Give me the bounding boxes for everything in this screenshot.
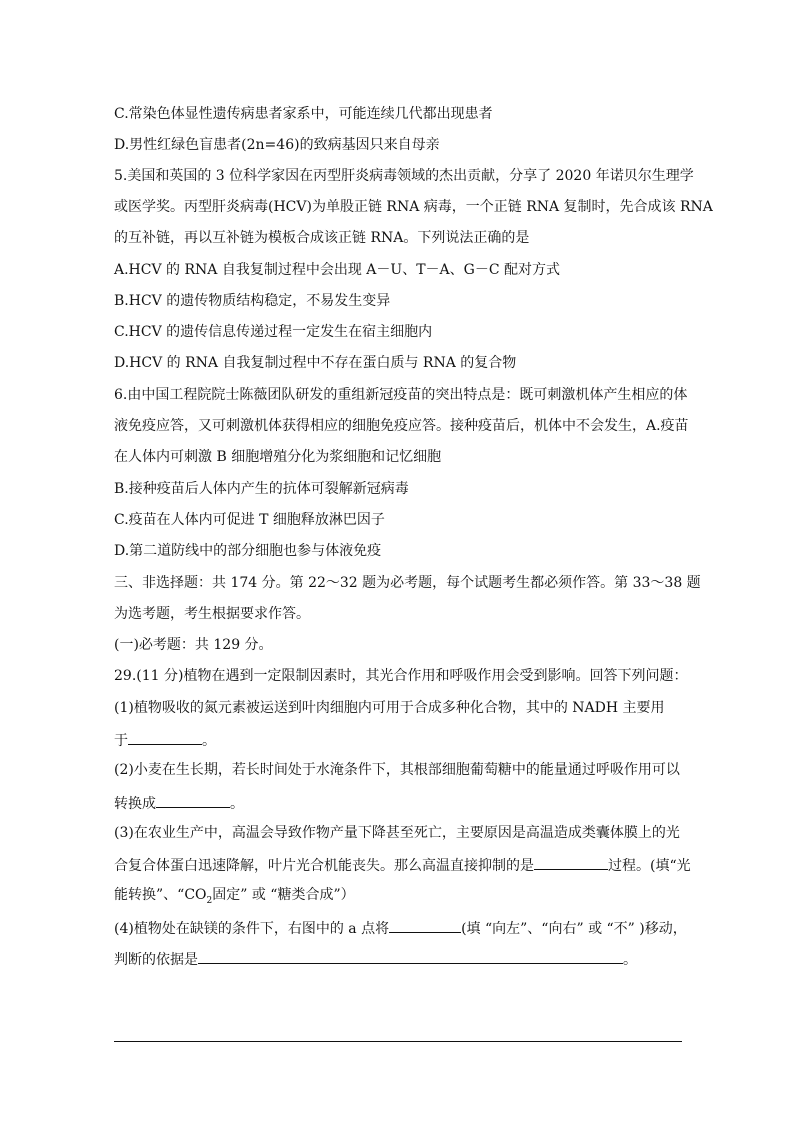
option-d-q6: D.第二道防线中的部分细胞也参与体液免疫 bbox=[114, 543, 382, 559]
question-29-stem: 29.(11 分)植物在遇到一定限制因素时，其光合作用和呼吸作用会受到影响。回答下列问题： bbox=[114, 668, 688, 684]
question-29-part3: (3)在农业生产中，高温会导致作物产量下降甚至死亡，主要原因是高温造成类囊体膜上的光 bbox=[114, 825, 680, 841]
option-b-q6: B.接种疫苗后人体内产生的抗体可裂解新冠病毒 bbox=[114, 481, 409, 497]
question-6-line2: 液免疫应答，又可刺激机体获得相应的细胞免疫应答。接种疫苗后，机体中不会发生，A.疫苗 bbox=[114, 418, 689, 434]
required-questions-heading: (一)必考题：共 129 分。 bbox=[114, 637, 273, 653]
question-29-part1-answer-line: 于 。 bbox=[114, 729, 216, 751]
option-a-q5: A.HCV 的 RNA 自我复制过程中会出现 A－U、T－A、G－C 配对方式 bbox=[114, 262, 560, 278]
answer-blank-1[interactable] bbox=[128, 729, 202, 745]
answer-blank-4[interactable] bbox=[389, 917, 461, 933]
question-29-part4-reason: 判断的依据是 。 bbox=[114, 948, 637, 970]
question-29-part1: (1)植物吸收的氮元素被运送到叶肉细胞内可用于合成多种化合物，其中的 NADH 主要用 bbox=[114, 700, 665, 716]
question-29-part4: (4)植物处在缺镁的条件下，右图中的 a 点将 (填 “向左”、“向右” 或 “不” )移动， bbox=[114, 917, 687, 939]
question-29-part3-answer-line: 合复合体蛋白迅速降解，叶片光合机能丧失。那么高温直接抑制的是 过程。(填“光 bbox=[114, 854, 691, 876]
question-5-line3: 的互补链，再以互补链为模板合成该正链 RNA。下列说法正确的是 bbox=[114, 230, 530, 246]
option-b-q5: B.HCV 的遗传物质结构稳定，不易发生变异 bbox=[114, 293, 391, 309]
option-d-q4: D.男性红绿色盲患者(2n=46)的致病基因只来自母亲 bbox=[114, 137, 440, 153]
option-c-q5: C.HCV 的遗传信息传递过程一定发生在宿主细胞内 bbox=[114, 324, 433, 340]
question-5-line2: 或医学奖。丙型肝炎病毒(HCV)为单股正链 RNA 病毒，一个正链 RNA 复制时，先合成该 RNA bbox=[114, 199, 713, 215]
answer-blank-3[interactable] bbox=[534, 854, 608, 870]
question-6-line3: 在人体内可刺激 B 细胞增殖分化为浆细胞和记忆细胞 bbox=[114, 449, 442, 465]
answer-blank-5[interactable] bbox=[198, 948, 623, 964]
option-d-q5: D.HCV 的 RNA 自我复制过程中不存在蛋白质与 RNA 的复合物 bbox=[114, 355, 517, 371]
question-29-part3-options: 能转换”、“$CO_2$固定” 或 “糖类合成”） bbox=[114, 887, 355, 906]
footer-rule bbox=[114, 1041, 682, 1042]
question-29-part2: (2)小麦在生长期，若长时间处于水淹条件下，其根部细胞葡萄糖中的能量通过呼吸作用可以 bbox=[114, 762, 680, 778]
answer-blank-2[interactable] bbox=[156, 792, 230, 808]
section-3-heading-cont: 为选考题，考生根据要求作答。 bbox=[114, 606, 310, 622]
section-3-heading: 三、非选择题：共 174 分。第 22～32 题为必考题，每个试题考生都必须作答。第 33～38 题 bbox=[114, 575, 701, 591]
question-5-line1: 5.美国和英国的 3 位科学家因在丙型肝炎病毒领域的杰出贡献，分享了 2020 年诺贝尔生理学 bbox=[114, 168, 694, 184]
question-29-part2-answer-line: 转换成 。 bbox=[114, 792, 244, 814]
question-6-line1: 6.由中国工程院院士陈薇团队研发的重组新冠疫苗的突出特点是：既可刺激机体产生相应的体 bbox=[114, 387, 688, 403]
option-c-q4: C.常染色体显性遗传病患者家系中，可能连续几代都出现患者 bbox=[114, 106, 493, 122]
option-c-q6: C.疫苗在人体内可促进 T 细胞释放淋巴因子 bbox=[114, 512, 385, 528]
